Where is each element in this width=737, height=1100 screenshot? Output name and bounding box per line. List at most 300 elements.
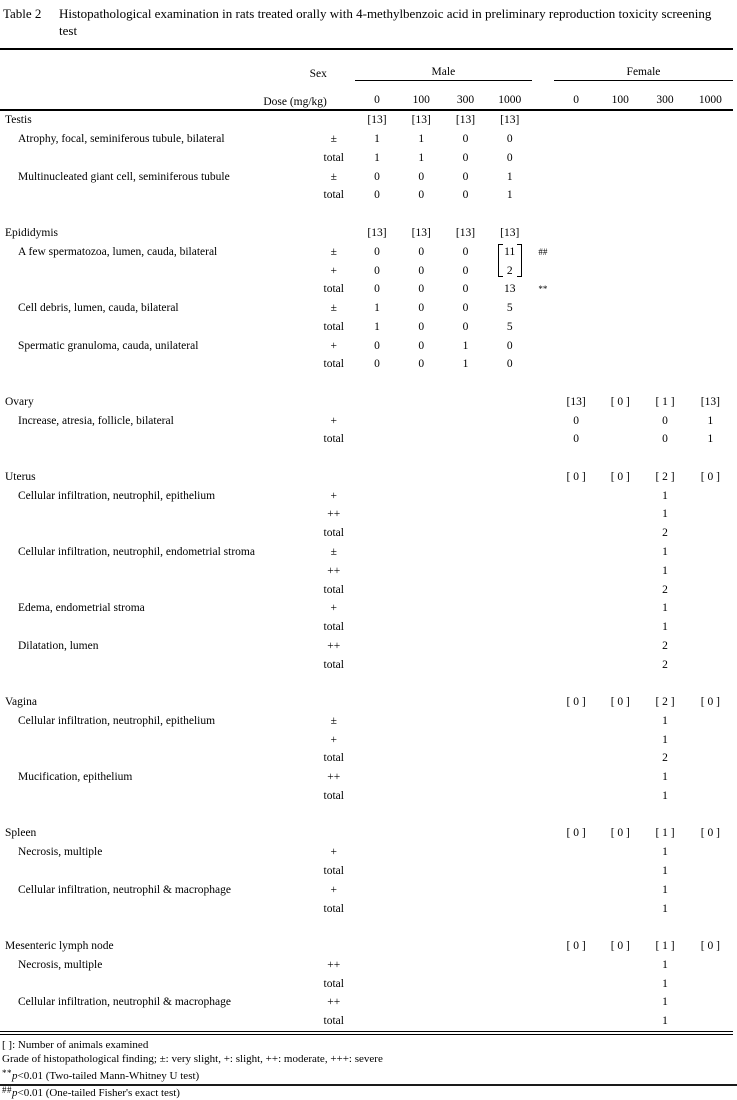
table-row [0,280,733,299]
female-value-cell: [ 0 ] [566,940,586,953]
male-value-cell: 0 [374,283,380,296]
significance-note [532,993,554,1012]
significance-note [532,224,554,243]
female-value-cell [688,636,733,655]
female-value-cell [688,543,733,562]
female-value-cell: 1 [662,789,668,802]
female-value-cell [688,580,733,599]
male-value-cell [488,862,532,881]
footnote-p-symbol: p [12,1069,18,1082]
male-value-cell [355,543,399,562]
male-value-cell [443,993,487,1012]
female-value-cell [688,524,733,543]
male-value-cell [399,974,443,993]
male-value-cell [399,843,443,862]
male-value-cell: [13] [455,226,476,239]
male-value-cell: 0 [506,358,513,371]
footnote-p-symbol: p [12,1086,18,1099]
grade-cell: ++ [327,771,341,784]
significance-note [532,730,554,749]
significance-note [532,130,554,149]
table-row [0,392,733,411]
female-value-cell [642,317,687,336]
male-value-cell [488,937,532,956]
female-value-cell [554,186,598,205]
table-row [0,955,733,974]
table-row [0,693,733,712]
female-value-cell [688,768,733,787]
female-value-cell [598,224,642,243]
female-value-cell [688,336,733,355]
male-value-cell [488,486,532,505]
female-value-cell [688,618,733,637]
female-value-cell [554,712,598,731]
table-title: Histopathological examination in rats treated orally with 4-methylbenzoic acid in preliminary reproduction toxicity screening test [59,6,712,38]
significance-note [532,468,554,487]
female-value-cell [598,130,642,149]
female-value-cell [554,299,598,318]
male-value-cell: 0 [418,245,425,258]
female-value-cell [554,618,598,637]
significance-note [532,299,554,318]
male-value-cell [399,730,443,749]
male-value-cell: 0 [462,189,469,202]
male-value-cell: 13 [503,283,516,296]
table-row [0,993,733,1012]
table-row [0,561,733,580]
spacer-row [0,918,733,937]
female-value-cell [688,355,733,374]
finding-label [0,280,313,299]
grade-cell: ± [330,133,337,146]
male-value-cell [399,787,443,806]
male-value-cell: 5 [506,320,513,333]
female-value-cell [598,430,642,449]
female-value-cell: 1 [662,508,668,521]
female-value-cell: [ 0 ] [610,940,630,953]
footnote-line: Grade of histopathological finding; ±: very slight, +: slight, ++: moderate, +++: severe [2,1052,383,1065]
table-row [0,430,733,449]
female-value-cell [688,486,733,505]
female-value-cell [598,261,642,280]
female-value-cell [598,411,642,430]
grade-cell: ++ [327,564,341,577]
female-value-cell: 0 [662,433,668,446]
female-value-cell [642,280,687,299]
female-value-cell: 2 [662,658,668,671]
female-value-cell: [ 1 ] [655,395,675,408]
female-value-cell [688,299,733,318]
female-value-cell [598,299,642,318]
male-value-cell [488,730,532,749]
male-value-cell [488,974,532,993]
male-value-cell [443,862,487,881]
male-value-cell [355,392,399,411]
spacer-row [0,449,733,468]
organ-label: Uterus [5,470,36,483]
female-value-cell [554,730,598,749]
female-value-cell: 1 [662,714,668,727]
female-value-cell [554,843,598,862]
male-value-cell [399,1012,443,1033]
female-value-cell [554,862,598,881]
male-value-cell [443,937,487,956]
female-value-cell [598,486,642,505]
table-row [0,299,733,318]
significance-note [532,392,554,411]
significance-note [532,636,554,655]
female-value-cell [554,543,598,562]
male-value-cell [443,824,487,843]
female-value-cell: [ 0 ] [566,696,586,709]
female-value-cell [554,486,598,505]
female-value-cell [598,862,642,881]
table-row [0,130,733,149]
female-value-cell [688,974,733,993]
table-row [0,655,733,674]
table-row [0,768,733,787]
footnote-line: [ ]: Number of animals examined [2,1038,149,1051]
male-value-cell [355,468,399,487]
grade-cell: + [330,883,338,896]
male-value-cell [355,768,399,787]
female-value-cell [688,280,733,299]
female-value-cell: [ 2 ] [655,696,675,709]
male-value-cell [355,618,399,637]
female-dose-100: 100 [598,81,642,111]
female-value-cell: [ 0 ] [610,827,630,840]
spacer-cell [0,205,733,224]
male-value-cell [399,599,443,618]
female-value-cell: 1 [662,1015,668,1028]
grade-cell [313,824,355,843]
male-value-cell [488,524,532,543]
table-row [0,224,733,243]
male-value-cell [488,1012,532,1033]
table-row [0,749,733,768]
grade-cell: total [323,283,344,296]
male-value-cell: 1 [418,151,425,164]
female-value-cell [598,787,642,806]
male-value-cell [355,524,399,543]
female-value-cell: 1 [662,883,668,896]
female-value-cell [598,843,642,862]
male-value-cell: 1 [374,133,380,146]
male-value-cell [355,993,399,1012]
female-value-cell [554,974,598,993]
significance-note [532,336,554,355]
grade-cell: total [323,865,344,877]
female-value-cell: 1 [662,602,668,615]
female-value-cell: 2 [662,639,668,652]
female-value-cell [642,261,687,280]
male-value-cell [488,505,532,524]
female-value-cell: [ 0 ] [610,470,630,483]
grade-cell: + [330,846,338,859]
male-value-cell [355,730,399,749]
grade-cell: total [323,151,344,164]
female-value-cell [598,280,642,299]
male-value-cell [443,468,487,487]
male-value-cell [443,1012,487,1033]
table-row [0,937,733,956]
finding-label [0,580,313,599]
male-value-cell [488,543,532,562]
significance-note: ** [538,284,548,295]
female-value-cell: 0 [573,433,579,446]
male-value-cell [443,974,487,993]
female-value-cell: [ 1 ] [655,940,675,953]
female-value-cell [642,130,687,149]
grade-cell: total [323,433,344,446]
female-dose-300: 300 [642,81,687,111]
table-row [0,599,733,618]
male-value-cell [399,618,443,637]
significance-note [532,937,554,956]
male-value-cell [488,468,532,487]
male-value-cell [399,561,443,580]
spacer-row [0,205,733,224]
male-value-cell [488,693,532,712]
male-value-cell [443,543,487,562]
female-value-cell [598,543,642,562]
finding-label: Cellular infiltration, neutrophil, epithelium [18,489,216,502]
significance-note [532,561,554,580]
significance-note [532,110,554,130]
grade-cell: ++ [327,958,341,971]
grade-cell [313,937,355,956]
male-value-cell: [13] [500,226,520,239]
significance-note [532,186,554,205]
male-value-cell: 0 [418,358,425,371]
significance-note [532,1012,554,1033]
male-value-cell [488,411,532,430]
finding-label [0,655,313,674]
male-value-cell: 1 [374,320,380,333]
male-value-cell [399,955,443,974]
female-value-cell: [ 0 ] [566,827,586,840]
male-value-cell: [13] [367,226,387,239]
finding-label [0,730,313,749]
note-column-spacer [532,81,554,111]
grade-cell: ± [330,170,337,183]
male-value-cell [355,712,399,731]
footnotes [0,1035,737,1100]
male-value-cell [355,955,399,974]
finding-label [0,561,313,580]
spacer-cell [0,674,733,693]
female-value-cell: 1 [707,433,714,446]
female-value-cell [598,730,642,749]
finding-label [0,618,313,637]
grade-cell [313,110,355,130]
grade-cell: ± [330,302,337,315]
male-value-cell: 1 [462,339,469,352]
female-value-cell [554,561,598,580]
female-value-cell [554,261,598,280]
male-value-cell [355,749,399,768]
female-value-cell [554,880,598,899]
male-value-cell: 5 [506,302,513,315]
female-value-cell [554,1012,598,1033]
grade-cell: total [323,1015,344,1028]
male-value-cell [355,411,399,430]
significance-note [532,768,554,787]
male-value-cell [399,880,443,899]
finding-label: Cell debris, lumen, cauda, bilateral [18,302,179,315]
female-value-cell [554,580,598,599]
finding-label [0,261,313,280]
significance-note [532,787,554,806]
female-value-cell [688,561,733,580]
male-value-cell [443,787,487,806]
female-value-cell: 2 [662,527,668,540]
significance-note [532,974,554,993]
finding-label: Edema, endometrial stroma [18,602,145,615]
female-value-cell: 1 [662,489,668,502]
male-value-cell [399,899,443,918]
female-value-cell [688,186,733,205]
header-row-sex [0,49,733,81]
significance-note [532,486,554,505]
table-caption [0,0,737,39]
male-value-cell: 0 [462,133,469,146]
female-value-cell [598,355,642,374]
female-value-cell [554,749,598,768]
grade-cell: total [323,658,344,671]
grade-cell [313,392,355,411]
female-value-cell [598,149,642,168]
male-value-cell: 1 [506,170,513,183]
grade-cell: ++ [327,639,341,652]
grade-cell: + [330,489,338,502]
table-row [0,336,733,355]
female-value-cell [688,955,733,974]
female-value-cell: 1 [662,733,668,746]
female-value-cell [598,317,642,336]
male-value-cell [443,636,487,655]
male-group-label: Male [355,49,532,81]
male-dose-0: 0 [355,81,399,111]
significance-note [532,599,554,618]
female-value-cell [554,242,598,261]
female-value-cell [554,768,598,787]
grade-cell: total [323,621,344,634]
table-row [0,486,733,505]
female-value-cell [688,787,733,806]
female-value-cell [598,655,642,674]
female-value-cell: 1 [662,564,668,577]
male-value-cell [443,599,487,618]
table-row [0,974,733,993]
female-value-cell: 1 [662,545,668,558]
grade-cell: total [323,789,344,802]
male-value-cell [399,712,443,731]
male-value-cell: [13] [411,226,431,239]
table-row [0,712,733,731]
female-value-cell [688,712,733,731]
significance-note [532,261,554,280]
significance-note [532,524,554,543]
male-value-cell: 0 [418,283,425,296]
male-value-cell: 1 [418,133,425,146]
female-value-cell [598,167,642,186]
male-value-cell: 0 [418,170,425,183]
table-row [0,843,733,862]
male-value-cell [488,993,532,1012]
female-value-cell [554,636,598,655]
grade-cell: total [323,527,344,540]
female-value-cell [642,336,687,355]
table-row [0,110,733,130]
female-value-cell [554,167,598,186]
male-value-cell [443,899,487,918]
significance-note [532,411,554,430]
significance-note [532,824,554,843]
female-value-cell [688,655,733,674]
table-row [0,824,733,843]
male-value-cell [355,655,399,674]
female-value-cell [598,186,642,205]
female-value-cell [554,336,598,355]
female-value-cell [598,899,642,918]
grade-cell: + [330,414,338,427]
male-value-cell [488,843,532,862]
male-value-cell: 0 [374,170,380,183]
organ-label: Testis [5,114,32,127]
female-value-cell [598,993,642,1012]
male-value-cell: 1 [374,302,380,315]
grade-cell [313,693,355,712]
male-value-cell [399,824,443,843]
significance-note [532,430,554,449]
finding-label: Multinucleated giant cell, seminiferous tubule [18,170,230,183]
female-value-cell: [13] [700,395,720,408]
table-row [0,1012,733,1033]
female-value-cell [554,149,598,168]
footnote-line: ##p<0.01 (One-tailed Fisher's exact test) [2,1084,180,1099]
male-value-cell [443,880,487,899]
significance-note [532,843,554,862]
finding-label [0,186,313,205]
male-value-cell [443,712,487,731]
male-value-cell [488,880,532,899]
male-value-cell [399,937,443,956]
finding-label: Cellular infiltration, neutrophil, epithelium [18,714,216,727]
male-value-cell [443,580,487,599]
female-value-cell [642,224,687,243]
female-value-cell [688,317,733,336]
male-value-cell [399,411,443,430]
finding-label [0,355,313,374]
finding-label [0,430,313,449]
female-value-cell: [ 0 ] [700,470,720,483]
male-value-cell [355,899,399,918]
male-value-cell: 0 [374,264,380,277]
female-value-cell: 0 [573,414,579,427]
finding-label [0,862,313,881]
grade-cell: ± [330,714,337,727]
male-value-cell [399,636,443,655]
table-row [0,636,733,655]
male-value-cell: 0 [462,264,469,277]
significance-note [532,880,554,899]
table-row [0,149,733,168]
female-value-cell: 1 [662,621,668,634]
finding-label [0,505,313,524]
male-value-cell: 0 [418,264,425,277]
female-value-cell [688,862,733,881]
